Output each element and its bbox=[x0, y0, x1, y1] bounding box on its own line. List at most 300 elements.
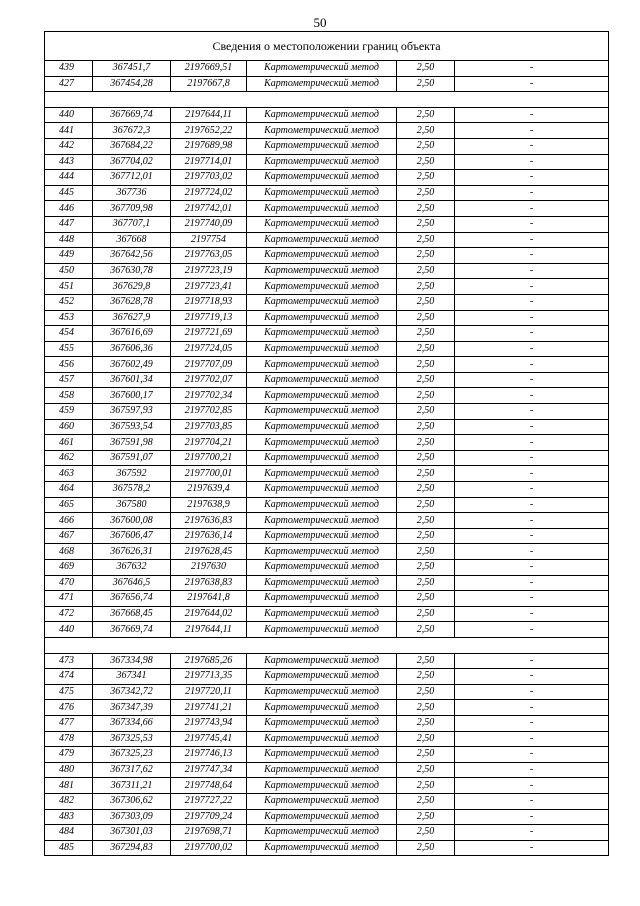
x-coordinate-cell: 367736 bbox=[93, 185, 171, 201]
method-cell: Картометрический метод bbox=[247, 76, 397, 92]
method-cell: Картометрический метод bbox=[247, 544, 397, 560]
page-number: 50 bbox=[313, 15, 327, 30]
y-coordinate-cell: 2197700,21 bbox=[171, 450, 247, 466]
method-cell: Картометрический метод bbox=[247, 61, 397, 77]
point-number-cell: 473 bbox=[45, 653, 93, 669]
description-cell: - bbox=[455, 185, 609, 201]
point-number-cell: 452 bbox=[45, 294, 93, 310]
table-row bbox=[45, 123, 609, 139]
y-coordinate-cell: 2197748,64 bbox=[171, 778, 247, 794]
x-coordinate-cell: 367646,5 bbox=[93, 575, 171, 591]
description-cell: - bbox=[455, 170, 609, 186]
point-number-cell: 478 bbox=[45, 731, 93, 747]
x-coordinate-cell: 367627,9 bbox=[93, 310, 171, 326]
y-coordinate-cell: 2197636,83 bbox=[171, 513, 247, 529]
description-cell: - bbox=[455, 326, 609, 342]
y-coordinate-cell: 2197636,14 bbox=[171, 528, 247, 544]
accuracy-cell: 2,50 bbox=[397, 778, 455, 794]
y-coordinate-cell: 2197743,94 bbox=[171, 715, 247, 731]
y-coordinate-cell: 2197723,41 bbox=[171, 279, 247, 295]
y-coordinate-cell: 2197638,83 bbox=[171, 575, 247, 591]
y-coordinate-cell: 2197709,24 bbox=[171, 809, 247, 825]
x-coordinate-cell: 367669,74 bbox=[93, 107, 171, 123]
point-number-cell: 483 bbox=[45, 809, 93, 825]
method-cell: Картометрический метод bbox=[247, 840, 397, 856]
point-number-cell: 446 bbox=[45, 201, 93, 217]
method-cell: Картометрический метод bbox=[247, 232, 397, 248]
point-number-cell: 450 bbox=[45, 263, 93, 279]
description-cell: - bbox=[455, 310, 609, 326]
table-row bbox=[45, 326, 609, 342]
accuracy-cell: 2,50 bbox=[397, 372, 455, 388]
accuracy-cell: 2,50 bbox=[397, 450, 455, 466]
y-coordinate-cell: 2197740,09 bbox=[171, 216, 247, 232]
x-coordinate-cell: 367591,07 bbox=[93, 450, 171, 466]
y-coordinate-cell: 2197707,09 bbox=[171, 357, 247, 373]
method-cell: Картометрический метод bbox=[247, 138, 397, 154]
x-coordinate-cell: 367632 bbox=[93, 560, 171, 576]
x-coordinate-cell: 367454,28 bbox=[93, 76, 171, 92]
accuracy-cell: 2,50 bbox=[397, 544, 455, 560]
method-cell: Картометрический метод bbox=[247, 279, 397, 295]
method-cell: Картометрический метод bbox=[247, 528, 397, 544]
table-row bbox=[45, 700, 609, 716]
y-coordinate-cell: 2197720,11 bbox=[171, 684, 247, 700]
method-cell: Картометрический метод bbox=[247, 404, 397, 420]
x-coordinate-cell: 367334,98 bbox=[93, 653, 171, 669]
description-cell: - bbox=[455, 76, 609, 92]
point-number-cell: 467 bbox=[45, 528, 93, 544]
y-coordinate-cell: 2197741,21 bbox=[171, 700, 247, 716]
accuracy-cell: 2,50 bbox=[397, 154, 455, 170]
x-coordinate-cell: 367704,02 bbox=[93, 154, 171, 170]
method-cell: Картометрический метод bbox=[247, 793, 397, 809]
point-number-cell: 455 bbox=[45, 341, 93, 357]
table-row bbox=[45, 653, 609, 669]
x-coordinate-cell: 367301,03 bbox=[93, 825, 171, 841]
y-coordinate-cell: 2197630 bbox=[171, 560, 247, 576]
accuracy-cell: 2,50 bbox=[397, 263, 455, 279]
table-row bbox=[45, 138, 609, 154]
group-separator-row bbox=[45, 92, 609, 108]
method-cell: Картометрический метод bbox=[247, 419, 397, 435]
description-cell: - bbox=[455, 762, 609, 778]
point-number-cell: 439 bbox=[45, 61, 93, 77]
y-coordinate-cell: 2197724,02 bbox=[171, 185, 247, 201]
method-cell: Картометрический метод bbox=[247, 700, 397, 716]
description-cell: - bbox=[455, 435, 609, 451]
table-row bbox=[45, 466, 609, 482]
accuracy-cell: 2,50 bbox=[397, 435, 455, 451]
table-row bbox=[45, 622, 609, 638]
accuracy-cell: 2,50 bbox=[397, 731, 455, 747]
table-row bbox=[45, 372, 609, 388]
x-coordinate-cell: 367709,98 bbox=[93, 201, 171, 217]
x-coordinate-cell: 367597,93 bbox=[93, 404, 171, 420]
method-cell: Картометрический метод bbox=[247, 201, 397, 217]
description-cell: - bbox=[455, 747, 609, 763]
x-coordinate-cell: 367602,49 bbox=[93, 357, 171, 373]
y-coordinate-cell: 2197703,02 bbox=[171, 170, 247, 186]
x-coordinate-cell: 367592 bbox=[93, 466, 171, 482]
group-separator-row bbox=[45, 637, 609, 653]
y-coordinate-cell: 2197742,01 bbox=[171, 201, 247, 217]
y-coordinate-cell: 2197639,4 bbox=[171, 482, 247, 498]
point-number-cell: 463 bbox=[45, 466, 93, 482]
y-coordinate-cell: 2197669,51 bbox=[171, 61, 247, 77]
table-row bbox=[45, 154, 609, 170]
x-coordinate-cell: 367642,56 bbox=[93, 248, 171, 264]
description-cell: - bbox=[455, 107, 609, 123]
y-coordinate-cell: 2197727,22 bbox=[171, 793, 247, 809]
accuracy-cell: 2,50 bbox=[397, 560, 455, 576]
y-coordinate-cell: 2197652,22 bbox=[171, 123, 247, 139]
point-number-cell: 442 bbox=[45, 138, 93, 154]
table-row bbox=[45, 263, 609, 279]
x-coordinate-cell: 367616,69 bbox=[93, 326, 171, 342]
accuracy-cell: 2,50 bbox=[397, 185, 455, 201]
group-separator-cell bbox=[45, 92, 609, 108]
point-number-cell: 444 bbox=[45, 170, 93, 186]
description-cell: - bbox=[455, 700, 609, 716]
method-cell: Картометрический метод bbox=[247, 185, 397, 201]
table-row bbox=[45, 248, 609, 264]
point-number-cell: 456 bbox=[45, 357, 93, 373]
point-number-cell: 460 bbox=[45, 419, 93, 435]
method-cell: Картометрический метод bbox=[247, 388, 397, 404]
description-cell: - bbox=[455, 544, 609, 560]
table-row bbox=[45, 216, 609, 232]
x-coordinate-cell: 367707,1 bbox=[93, 216, 171, 232]
accuracy-cell: 2,50 bbox=[397, 482, 455, 498]
point-number-cell: 481 bbox=[45, 778, 93, 794]
y-coordinate-cell: 2197747,34 bbox=[171, 762, 247, 778]
description-cell: - bbox=[455, 61, 609, 77]
accuracy-cell: 2,50 bbox=[397, 123, 455, 139]
x-coordinate-cell: 367325,23 bbox=[93, 747, 171, 763]
method-cell: Картометрический метод bbox=[247, 653, 397, 669]
point-number-cell: 458 bbox=[45, 388, 93, 404]
accuracy-cell: 2,50 bbox=[397, 528, 455, 544]
method-cell: Картометрический метод bbox=[247, 123, 397, 139]
table-row bbox=[45, 684, 609, 700]
method-cell: Картометрический метод bbox=[247, 357, 397, 373]
method-cell: Картометрический метод bbox=[247, 669, 397, 685]
method-cell: Картометрический метод bbox=[247, 825, 397, 841]
y-coordinate-cell: 2197703,85 bbox=[171, 419, 247, 435]
x-coordinate-cell: 367600,08 bbox=[93, 513, 171, 529]
point-number-cell: 448 bbox=[45, 232, 93, 248]
accuracy-cell: 2,50 bbox=[397, 357, 455, 373]
description-cell: - bbox=[455, 684, 609, 700]
description-cell: - bbox=[455, 138, 609, 154]
method-cell: Картометрический метод bbox=[247, 372, 397, 388]
y-coordinate-cell: 2197713,35 bbox=[171, 669, 247, 685]
method-cell: Картометрический метод bbox=[247, 294, 397, 310]
y-coordinate-cell: 2197700,01 bbox=[171, 466, 247, 482]
description-cell: - bbox=[455, 591, 609, 607]
description-cell: - bbox=[455, 154, 609, 170]
description-cell: - bbox=[455, 809, 609, 825]
point-number-cell: 462 bbox=[45, 450, 93, 466]
y-coordinate-cell: 2197721,69 bbox=[171, 326, 247, 342]
table-row bbox=[45, 840, 609, 856]
table-row bbox=[45, 419, 609, 435]
accuracy-cell: 2,50 bbox=[397, 107, 455, 123]
table-row bbox=[45, 497, 609, 513]
table-title: Сведения о местоположении границ объекта bbox=[45, 32, 609, 61]
y-coordinate-cell: 2197704,21 bbox=[171, 435, 247, 451]
x-coordinate-cell: 367317,62 bbox=[93, 762, 171, 778]
y-coordinate-cell: 2197685,26 bbox=[171, 653, 247, 669]
y-coordinate-cell: 2197746,13 bbox=[171, 747, 247, 763]
table-row bbox=[45, 107, 609, 123]
table-row bbox=[45, 388, 609, 404]
table-row bbox=[45, 778, 609, 794]
method-cell: Картометрический метод bbox=[247, 560, 397, 576]
method-cell: Картометрический метод bbox=[247, 747, 397, 763]
y-coordinate-cell: 2197745,41 bbox=[171, 731, 247, 747]
y-coordinate-cell: 2197698,71 bbox=[171, 825, 247, 841]
accuracy-cell: 2,50 bbox=[397, 762, 455, 778]
x-coordinate-cell: 367341 bbox=[93, 669, 171, 685]
table-row bbox=[45, 560, 609, 576]
accuracy-cell: 2,50 bbox=[397, 684, 455, 700]
description-cell: - bbox=[455, 513, 609, 529]
method-cell: Картометрический метод bbox=[247, 170, 397, 186]
table-row bbox=[45, 341, 609, 357]
point-number-cell: 427 bbox=[45, 76, 93, 92]
point-number-cell: 485 bbox=[45, 840, 93, 856]
accuracy-cell: 2,50 bbox=[397, 61, 455, 77]
point-number-cell: 474 bbox=[45, 669, 93, 685]
description-cell: - bbox=[455, 653, 609, 669]
y-coordinate-cell: 2197702,07 bbox=[171, 372, 247, 388]
y-coordinate-cell: 2197723,19 bbox=[171, 263, 247, 279]
accuracy-cell: 2,50 bbox=[397, 591, 455, 607]
accuracy-cell: 2,50 bbox=[397, 388, 455, 404]
x-coordinate-cell: 367684,22 bbox=[93, 138, 171, 154]
point-number-cell: 476 bbox=[45, 700, 93, 716]
accuracy-cell: 2,50 bbox=[397, 310, 455, 326]
x-coordinate-cell: 367656,74 bbox=[93, 591, 171, 607]
point-number-cell: 441 bbox=[45, 123, 93, 139]
description-cell: - bbox=[455, 466, 609, 482]
accuracy-cell: 2,50 bbox=[397, 170, 455, 186]
y-coordinate-cell: 2197644,11 bbox=[171, 622, 247, 638]
y-coordinate-cell: 2197700,02 bbox=[171, 840, 247, 856]
x-coordinate-cell: 367578,2 bbox=[93, 482, 171, 498]
x-coordinate-cell: 367347,39 bbox=[93, 700, 171, 716]
accuracy-cell: 2,50 bbox=[397, 76, 455, 92]
description-cell: - bbox=[455, 825, 609, 841]
x-coordinate-cell: 367601,34 bbox=[93, 372, 171, 388]
table-row bbox=[45, 76, 609, 92]
table-row bbox=[45, 61, 609, 77]
y-coordinate-cell: 2197644,11 bbox=[171, 107, 247, 123]
description-cell: - bbox=[455, 357, 609, 373]
method-cell: Картометрический метод bbox=[247, 435, 397, 451]
accuracy-cell: 2,50 bbox=[397, 294, 455, 310]
description-cell: - bbox=[455, 123, 609, 139]
table-row bbox=[45, 185, 609, 201]
x-coordinate-cell: 367630,78 bbox=[93, 263, 171, 279]
x-coordinate-cell: 367580 bbox=[93, 497, 171, 513]
method-cell: Картометрический метод bbox=[247, 310, 397, 326]
y-coordinate-cell: 2197724,05 bbox=[171, 341, 247, 357]
table-row bbox=[45, 715, 609, 731]
description-cell: - bbox=[455, 622, 609, 638]
description-cell: - bbox=[455, 606, 609, 622]
method-cell: Картометрический метод bbox=[247, 107, 397, 123]
method-cell: Картометрический метод bbox=[247, 809, 397, 825]
table-row bbox=[45, 294, 609, 310]
method-cell: Картометрический метод bbox=[247, 684, 397, 700]
description-cell: - bbox=[455, 263, 609, 279]
method-cell: Картометрический метод bbox=[247, 497, 397, 513]
table-row bbox=[45, 591, 609, 607]
table-row bbox=[45, 606, 609, 622]
y-coordinate-cell: 2197718,93 bbox=[171, 294, 247, 310]
point-number-cell: 470 bbox=[45, 575, 93, 591]
table-row bbox=[45, 279, 609, 295]
point-number-cell: 471 bbox=[45, 591, 93, 607]
x-coordinate-cell: 367342,72 bbox=[93, 684, 171, 700]
accuracy-cell: 2,50 bbox=[397, 326, 455, 342]
accuracy-cell: 2,50 bbox=[397, 840, 455, 856]
table-row bbox=[45, 513, 609, 529]
table-row bbox=[45, 232, 609, 248]
y-coordinate-cell: 2197763,05 bbox=[171, 248, 247, 264]
y-coordinate-cell: 2197644,02 bbox=[171, 606, 247, 622]
description-cell: - bbox=[455, 778, 609, 794]
method-cell: Картометрический метод bbox=[247, 513, 397, 529]
table-row bbox=[45, 201, 609, 217]
method-cell: Картометрический метод bbox=[247, 715, 397, 731]
description-cell: - bbox=[455, 279, 609, 295]
method-cell: Картометрический метод bbox=[247, 248, 397, 264]
accuracy-cell: 2,50 bbox=[397, 216, 455, 232]
method-cell: Картометрический метод bbox=[247, 466, 397, 482]
accuracy-cell: 2,50 bbox=[397, 404, 455, 420]
table-row bbox=[45, 528, 609, 544]
point-number-cell: 443 bbox=[45, 154, 93, 170]
point-number-cell: 482 bbox=[45, 793, 93, 809]
point-number-cell: 453 bbox=[45, 310, 93, 326]
point-number-cell: 475 bbox=[45, 684, 93, 700]
x-coordinate-cell: 367311,21 bbox=[93, 778, 171, 794]
table-row bbox=[45, 747, 609, 763]
x-coordinate-cell: 367451,7 bbox=[93, 61, 171, 77]
x-coordinate-cell: 367306,62 bbox=[93, 793, 171, 809]
table-row bbox=[45, 793, 609, 809]
point-number-cell: 451 bbox=[45, 279, 93, 295]
x-coordinate-cell: 367626,31 bbox=[93, 544, 171, 560]
description-cell: - bbox=[455, 216, 609, 232]
table-row bbox=[45, 809, 609, 825]
x-coordinate-cell: 367600,17 bbox=[93, 388, 171, 404]
x-coordinate-cell: 367606,47 bbox=[93, 528, 171, 544]
accuracy-cell: 2,50 bbox=[397, 747, 455, 763]
y-coordinate-cell: 2197638,9 bbox=[171, 497, 247, 513]
method-cell: Картометрический метод bbox=[247, 263, 397, 279]
y-coordinate-cell: 2197702,85 bbox=[171, 404, 247, 420]
accuracy-cell: 2,50 bbox=[397, 622, 455, 638]
method-cell: Картометрический метод bbox=[247, 326, 397, 342]
x-coordinate-cell: 367334,66 bbox=[93, 715, 171, 731]
point-number-cell: 454 bbox=[45, 326, 93, 342]
point-number-cell: 449 bbox=[45, 248, 93, 264]
description-cell: - bbox=[455, 793, 609, 809]
description-cell: - bbox=[455, 388, 609, 404]
description-cell: - bbox=[455, 404, 609, 420]
y-coordinate-cell: 2197667,8 bbox=[171, 76, 247, 92]
description-cell: - bbox=[455, 372, 609, 388]
point-number-cell: 479 bbox=[45, 747, 93, 763]
point-number-cell: 480 bbox=[45, 762, 93, 778]
table-row bbox=[45, 482, 609, 498]
point-number-cell: 484 bbox=[45, 825, 93, 841]
x-coordinate-cell: 367303,09 bbox=[93, 809, 171, 825]
method-cell: Картометрический метод bbox=[247, 762, 397, 778]
y-coordinate-cell: 2197689,98 bbox=[171, 138, 247, 154]
x-coordinate-cell: 367672,3 bbox=[93, 123, 171, 139]
method-cell: Картометрический метод bbox=[247, 591, 397, 607]
x-coordinate-cell: 367591,98 bbox=[93, 435, 171, 451]
method-cell: Картометрический метод bbox=[247, 731, 397, 747]
point-number-cell: 440 bbox=[45, 622, 93, 638]
point-number-cell: 440 bbox=[45, 107, 93, 123]
accuracy-cell: 2,50 bbox=[397, 279, 455, 295]
point-number-cell: 469 bbox=[45, 560, 93, 576]
description-cell: - bbox=[455, 419, 609, 435]
method-cell: Картометрический метод bbox=[247, 450, 397, 466]
accuracy-cell: 2,50 bbox=[397, 793, 455, 809]
point-number-cell: 445 bbox=[45, 185, 93, 201]
table-row bbox=[45, 435, 609, 451]
table-row bbox=[45, 404, 609, 420]
table-row bbox=[45, 575, 609, 591]
description-cell: - bbox=[455, 201, 609, 217]
description-cell: - bbox=[455, 341, 609, 357]
description-cell: - bbox=[455, 497, 609, 513]
method-cell: Картометрический метод bbox=[247, 622, 397, 638]
method-cell: Картометрический метод bbox=[247, 216, 397, 232]
description-cell: - bbox=[455, 528, 609, 544]
accuracy-cell: 2,50 bbox=[397, 575, 455, 591]
point-number-cell: 464 bbox=[45, 482, 93, 498]
accuracy-cell: 2,50 bbox=[397, 513, 455, 529]
point-number-cell: 459 bbox=[45, 404, 93, 420]
table-row bbox=[45, 544, 609, 560]
accuracy-cell: 2,50 bbox=[397, 497, 455, 513]
description-cell: - bbox=[455, 731, 609, 747]
accuracy-cell: 2,50 bbox=[397, 419, 455, 435]
accuracy-cell: 2,50 bbox=[397, 341, 455, 357]
point-number-cell: 468 bbox=[45, 544, 93, 560]
group-separator-cell bbox=[45, 637, 609, 653]
x-coordinate-cell: 367669,74 bbox=[93, 622, 171, 638]
point-number-cell: 466 bbox=[45, 513, 93, 529]
x-coordinate-cell: 367294,83 bbox=[93, 840, 171, 856]
description-cell: - bbox=[455, 294, 609, 310]
description-cell: - bbox=[455, 482, 609, 498]
description-cell: - bbox=[455, 575, 609, 591]
table-header-row bbox=[45, 32, 609, 61]
description-cell: - bbox=[455, 450, 609, 466]
x-coordinate-cell: 367606,36 bbox=[93, 341, 171, 357]
accuracy-cell: 2,50 bbox=[397, 232, 455, 248]
